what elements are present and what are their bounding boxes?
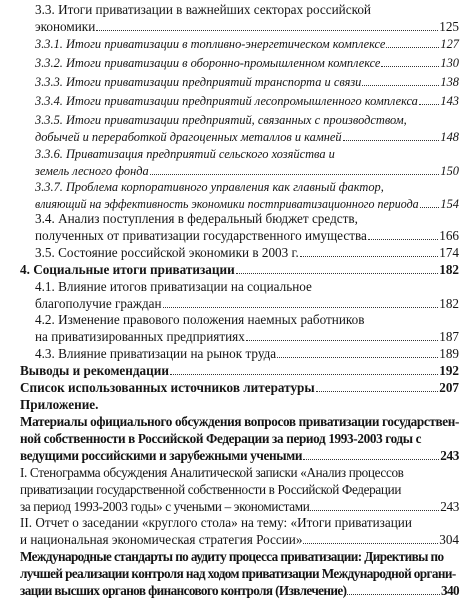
toc-entry-title: полученных от приватизации государственного имущества [35,228,367,243]
toc-entry[interactable] [0,347,475,364]
toc-entry-title: благополучие граждан [35,296,162,311]
toc-entry[interactable] [0,381,475,398]
toc-entry-title: 3.3.1. Итоги приватизации в топливно-энергетическом комплексе [35,37,386,51]
toc-page-number: 182 [439,296,459,311]
toc-entry-title: 3.3. Итоги приватизации в важнейших секторах российской [35,2,371,17]
dot-leader [362,75,439,86]
toc-entry-title: Материалы официального обсуждения вопросов приватизации государствен- [20,414,460,429]
toc-page-number: 138 [440,75,459,89]
toc-page-number: 125 [439,19,459,34]
toc-entry-title: на приватизированных предприятиях [35,329,245,344]
toc-entry[interactable] [0,246,475,263]
dot-leader [96,20,438,31]
toc-entry[interactable] [0,280,475,314]
toc-entry[interactable] [0,263,475,280]
toc-page-number: 243 [440,499,459,514]
toc-entry[interactable] [0,364,475,381]
toc-entry-title: 4.2. Изменение правового положения наемных работников [35,312,365,327]
toc-entry[interactable] [0,313,475,347]
toc-page-number: 182 [439,262,459,277]
toc-entry[interactable] [0,37,475,54]
toc-entry-title: 3.3.7. Проблема корпоративного управления как главный фактор, [35,180,384,194]
toc-entry[interactable] [0,113,475,147]
toc-page-number: 130 [440,56,459,70]
dot-leader [303,533,438,544]
toc-page-number: 127 [440,37,459,51]
dot-leader [236,263,439,274]
dot-leader [386,37,439,48]
dot-leader [163,297,439,308]
dot-leader [300,246,438,257]
dot-leader [246,330,438,341]
toc-page-number: 187 [439,329,459,344]
dot-leader [277,347,438,358]
toc-page-number: 154 [440,197,459,211]
toc-entry-title: земель лесного фонда [35,164,149,178]
toc-entry[interactable] [0,3,475,37]
toc-entry-title: 3.3.4. Итоги приватизации предприятий лесопромышленного комплекса [35,94,418,108]
dot-leader [343,130,440,141]
toc-entry[interactable] [0,147,475,181]
toc-entry[interactable] [0,56,475,73]
toc-entry-title: добычей и переработкой драгоценных металлов и камней [35,130,342,144]
toc-entry-title: 4.1. Влияние итогов приватизации на социальное [35,279,312,294]
dot-leader [150,164,440,175]
toc-entry-title: Приложение. [20,397,99,412]
toc-entry[interactable] [0,75,475,92]
toc-page-number: 189 [439,346,459,361]
toc-entry-title: 4.3. Влияние приватизации на рынок труда [35,346,277,361]
dot-leader [316,381,439,392]
dot-leader [310,500,439,511]
toc-entry[interactable] [0,180,475,214]
toc-page-number: 150 [440,164,459,178]
toc-entry-title: 3.4. Анализ поступления в федеральный бюджет средств, [35,211,358,226]
toc-page-number: 148 [440,130,459,144]
toc-entry[interactable] [0,466,475,517]
toc-entry-title: II. Отчет о заседании «круглого стола» на тему: «Итоги приватизации [20,515,412,530]
toc-page-number: 143 [440,94,459,108]
dot-leader [170,364,438,375]
toc-entry-title: 3.3.5. Итоги приватизации предприятий, связанных с производством, [35,113,407,127]
toc-entry[interactable] [0,550,475,601]
toc-entry-title: экономики [35,19,96,34]
dot-leader [368,229,438,240]
dot-leader [420,197,440,208]
toc-entry[interactable] [0,398,475,415]
toc-page-number: 243 [440,448,459,463]
toc-page-number: 192 [439,363,459,378]
toc-entry-title: ведущими российскими и зарубежными учеными [20,448,303,463]
dot-leader [419,94,440,105]
toc-entry[interactable] [0,415,475,466]
toc-entry-title: и национальная экономическая стратегия России» [20,532,303,547]
toc-entry[interactable] [0,516,475,550]
dot-leader [347,584,440,595]
toc-entry-title: ной собственности в Российской Федерации за период 1993-2003 годы с [20,431,422,446]
toc-entry-title: за период 1993-2003 годы» с учеными – экономистами [20,499,310,514]
dot-leader [381,56,439,67]
toc-entry-title: 3.3.3. Итоги приватизации предприятий транспорта и связи [35,75,362,89]
toc-page-number: 207 [439,380,459,395]
toc-entry-title: 3.3.6. Приватизация предприятий сельского хозяйства и [35,147,335,161]
toc-entry-title: лучшей реализации контроля над ходом приватизации Международной органи- [20,566,456,581]
toc-entry-title: зации высших органов финансового контроля (Извлечение) [20,583,347,598]
toc-page-number: 304 [439,532,459,547]
toc-entry-title: 4. Социальные итоги приватизации [20,262,235,277]
toc-entry-title: Международные стандарты по аудиту процесса приватизации: Директивы по [20,549,444,564]
toc-entry-title: Выводы и рекомендации [20,363,169,378]
toc-entry-title: I. Стенограмма обсуждения Аналитической записки «Анализ процессов [20,465,404,480]
toc-entry-title: приватизации государственной собственности в Российской Федерации [20,482,402,497]
toc-entry-title: 3.5. Состояние российской экономики в 2003 г. [35,245,299,260]
toc-page-number: 340 [441,583,459,598]
toc-entry-title: 3.3.2. Итоги приватизации в оборонно-промышленном комплексе [35,56,381,70]
toc-entry[interactable] [0,212,475,246]
toc-entry-title: влияющий на эффективность экономики постприватизационного периода [35,197,419,211]
toc-entry[interactable] [0,94,475,111]
toc-page-number: 166 [439,228,459,243]
toc-page-number: 174 [439,245,459,260]
dot-leader [303,449,439,460]
toc-entry-title: Список использованных источников литературы [20,380,315,395]
